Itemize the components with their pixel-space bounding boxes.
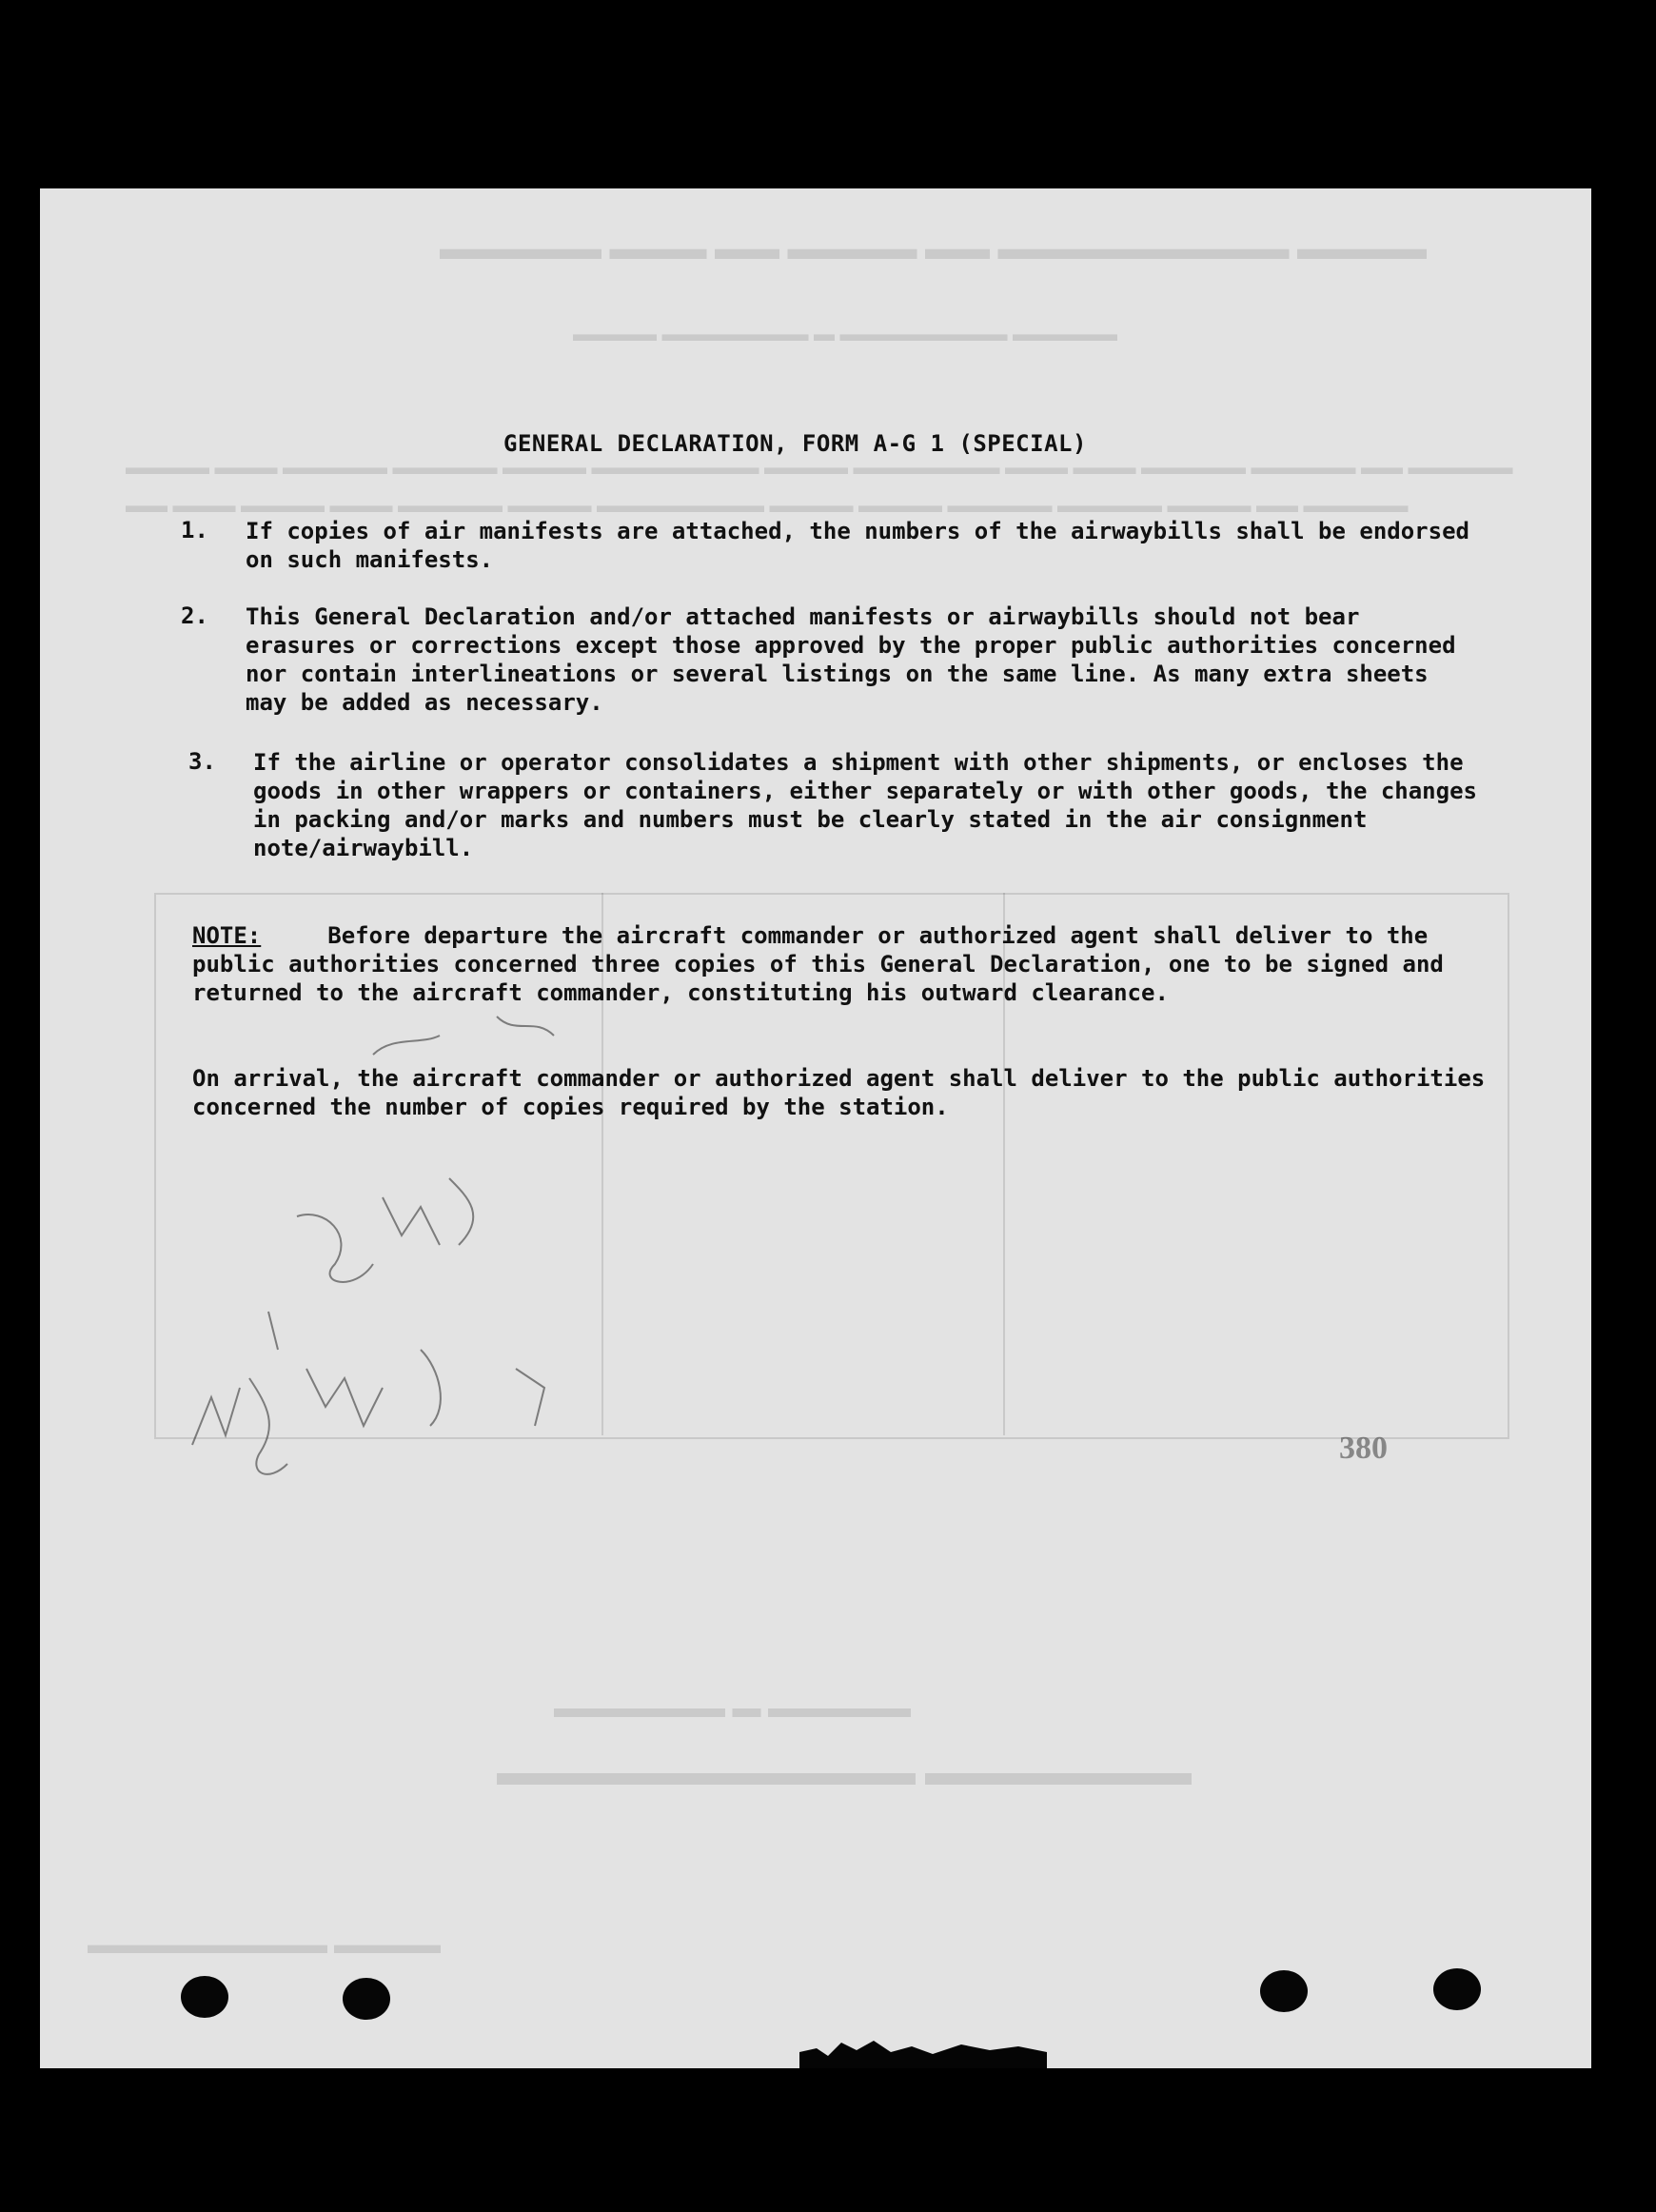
punch-hole	[1433, 1968, 1481, 2010]
note-paragraph	[192, 921, 1496, 1007]
note-label: NOTE:	[192, 922, 262, 949]
item-number: 1.	[181, 517, 208, 543]
bleed-through-line: ▬▬▬▬▬ ▬▬▬▬▬▬▬▬ ▬ ▬▬▬▬▬▬▬ ▬▬▬▬	[573, 322, 1117, 346]
item-text: If copies of air manifests are attached, the numbers of the airwaybills shall be endorsed on such manifests.	[246, 518, 1469, 573]
document-sheet	[40, 188, 1591, 2068]
arrival-paragraph: On arrival, the aircraft commander or authorized agent shall deliver to the public authorities concerned the number of copies required by the station.	[192, 1065, 1486, 1120]
bleed-through-footer: ▬▬▬▬▬▬▬ ▬▬▬▬▬▬▬▬▬▬▬	[497, 1750, 1192, 1793]
form-title: GENERAL DECLARATION, FORM A-G 1 (SPECIAL)	[503, 430, 1087, 457]
bleed-through-line: ▬▬▬▬▬ ▬▬ ▬▬▬▬ ▬▬▬▬▬ ▬▬▬▬▬ ▬▬▬▬ ▬▬▬▬ ▬▬▬▬▬▬▬▬ ▬▬▬▬ ▬▬▬▬▬ ▬▬▬ ▬▬▬▬ ▬▬▬ ▬▬	[126, 493, 1409, 517]
bleed-through-footer: ▬▬▬▬ ▬▬▬▬▬▬▬▬▬	[88, 1930, 441, 1960]
item-number: 3.	[188, 748, 216, 775]
bleed-through-line: ▬▬▬▬▬ ▬▬ ▬▬▬▬▬ ▬▬▬▬▬ ▬▬▬ ▬▬▬ ▬▬▬▬▬▬▬ ▬▬▬▬ ▬▬▬▬▬▬▬▬ ▬▬▬▬ ▬▬▬▬▬ ▬▬▬▬▬ ▬▬▬ ▬▬▬▬	[126, 455, 1513, 479]
bleed-through-footer: ▬▬▬▬▬ ▬ ▬▬▬▬▬▬	[554, 1692, 911, 1724]
stamp-mark: 380	[1339, 1431, 1388, 1466]
punch-hole	[1260, 1970, 1308, 2012]
instruction-item-2	[181, 602, 1483, 717]
punch-hole	[181, 1976, 228, 2018]
instruction-item-1	[181, 517, 1483, 574]
item-text: This General Declaration and/or attached manifests or airwaybills should not bear erasures or corrections except those approved by the proper public authorities concerned nor contain interlineations or several listings on the same line. As many extra sheets may be added as necessary.	[246, 603, 1456, 716]
instruction-item-3	[188, 748, 1490, 862]
note-text: Before departure the aircraft commander or authorized agent shall deliver to the public authorities concerned three copies of this General Declaration, one to be signed and returned to the aircraft commander, constituting his outward clearance.	[192, 922, 1444, 1006]
item-text: If the airline or operator consolidates a shipment with other shipments, or encloses the goods in other wrappers or containers, either separately or with other goods, the changes in packing and/or marks and numbers must be clearly stated in the air consignment note/airwaybill.	[253, 749, 1477, 861]
torn-edge	[799, 2035, 1047, 2068]
bleed-through-heading: ▬▬▬▬ ▬▬▬▬▬▬▬▬▬ ▬▬ ▬▬▬▬ ▬▬ ▬▬▬ ▬▬▬▬▬	[440, 231, 1427, 267]
item-number: 2.	[181, 602, 208, 629]
punch-hole	[343, 1978, 390, 2020]
